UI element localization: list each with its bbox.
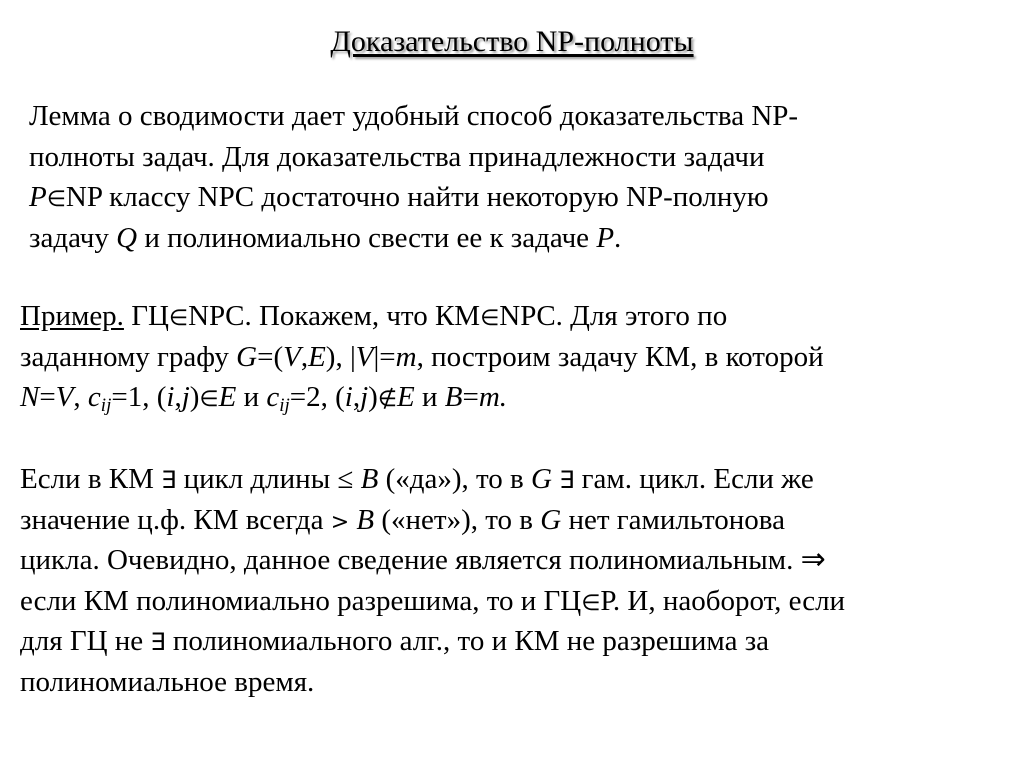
- slide-title: Доказательство NP-полноты: [330, 25, 694, 58]
- lemma-paragraph: [29, 96, 798, 258]
- conclusion-paragraph: [20, 459, 845, 702]
- var-m: m: [478, 381, 500, 413]
- element-of-symbol: ∈: [581, 590, 601, 616]
- text: и: [414, 381, 445, 413]
- text: цикл длины: [176, 463, 338, 495]
- var-c: c: [266, 381, 280, 413]
- not-element-of-symbol: ∉: [377, 387, 398, 412]
- text: .: [499, 381, 508, 413]
- element-of-symbol: ∈: [480, 306, 500, 331]
- text: |=: [373, 340, 396, 373]
- text: NPC. Для этого по: [499, 300, 728, 332]
- text: полноты задач. Для доказательства принадлежности задачи: [29, 140, 765, 173]
- var-j: j: [360, 381, 369, 413]
- conclusion-line-2: [20, 500, 845, 541]
- text: для ГЦ не: [20, 625, 151, 657]
- var-p: P: [29, 181, 47, 213]
- text: нет гамильтонова: [561, 503, 785, 536]
- text: .: [614, 221, 622, 254]
- text: ,: [300, 340, 309, 373]
- text: заданному графу: [20, 340, 237, 373]
- var-n: N: [20, 381, 40, 413]
- text: задачу: [29, 221, 117, 254]
- text: («да»), то в: [378, 463, 532, 495]
- var-i: i: [166, 381, 175, 413]
- var-b: B: [356, 503, 375, 536]
- element-of-symbol: ∈: [46, 187, 66, 212]
- text: NPC. Покажем, что КМ: [188, 300, 481, 332]
- text: , построим задачу КМ, в которой: [416, 340, 824, 373]
- text: ): [189, 381, 200, 413]
- text: =: [39, 381, 56, 413]
- var-c: c: [87, 381, 101, 413]
- var-g: G: [236, 340, 258, 373]
- var-i: i: [344, 381, 353, 413]
- text: Лемма о сводимости дает удобный способ доказательства NP-: [29, 100, 799, 132]
- text: ), |: [325, 340, 356, 373]
- var-m: m: [395, 340, 417, 373]
- lemma-line-3: [29, 177, 798, 218]
- exists-symbol: ∃: [161, 466, 177, 494]
- subscript-ij: ij: [279, 395, 290, 416]
- var-j: j: [181, 381, 190, 413]
- text: ,: [174, 381, 182, 413]
- var-q: Q: [116, 221, 138, 254]
- conclusion-line-3: [20, 540, 845, 581]
- conclusion-line-5: [20, 621, 845, 662]
- text: Если в КМ: [20, 463, 162, 495]
- text: ): [368, 381, 378, 413]
- text: полиномиального алг., то и КМ не разрешима за: [165, 625, 770, 657]
- var-e: E: [397, 381, 415, 413]
- var-g: G: [531, 463, 552, 495]
- text: =(: [257, 340, 284, 373]
- example-label: Пример.: [20, 300, 124, 332]
- text: Р. И, наоборот, если: [600, 584, 846, 617]
- conclusion-line-1: [20, 459, 845, 500]
- var-e: E: [308, 340, 326, 373]
- text: полиномиальное время.: [20, 665, 315, 698]
- exists-symbol: ∃: [559, 466, 575, 494]
- text: =: [462, 381, 479, 413]
- lemma-line-2: [29, 137, 798, 178]
- var-g: G: [540, 503, 562, 536]
- var-b: B: [444, 381, 463, 413]
- exists-symbol: ∃: [150, 628, 166, 656]
- var-v: V: [283, 340, 301, 373]
- var-b: B: [360, 463, 379, 495]
- text: и: [236, 381, 267, 413]
- subscript-ij: ij: [100, 395, 112, 416]
- text: цикла. Очевидно, данное сведение является полиномиальным.: [20, 544, 801, 576]
- lemma-line-4: [29, 218, 798, 259]
- text: ,: [352, 381, 361, 413]
- text: =2, (: [289, 381, 345, 413]
- example-line-2: [20, 337, 824, 378]
- element-of-symbol: ∈: [199, 387, 219, 412]
- example-line-1: [20, 296, 824, 337]
- text: и полиномиально свести ее к задаче: [137, 221, 597, 254]
- text: NP классу NPC достаточно найти некоторую NP-полную: [65, 181, 769, 213]
- var-v: V: [55, 381, 74, 413]
- text: ,: [73, 381, 88, 413]
- less-or-equal-symbol: ≤: [337, 463, 354, 495]
- element-of-symbol: ∈: [168, 306, 189, 331]
- example-paragraph: [20, 296, 824, 418]
- text: [353, 463, 360, 495]
- example-line-3: [20, 377, 824, 418]
- text: гам. цикл. Если же: [574, 463, 814, 495]
- text: («нет»), то в: [374, 503, 541, 536]
- text: ГЦ: [123, 300, 169, 332]
- text: значение ц.ф. КМ всегда: [20, 503, 331, 536]
- implies-arrow-icon: ⇒: [800, 542, 826, 577]
- greater-than-symbol: >: [330, 509, 350, 535]
- text: =1, (: [111, 381, 167, 413]
- var-p: P: [596, 221, 615, 254]
- var-v: V: [355, 340, 374, 373]
- lemma-line-1: [29, 96, 798, 137]
- conclusion-line-6: [20, 662, 845, 703]
- text: если КМ полиномиально разрешима, то и ГЦ: [20, 584, 582, 617]
- conclusion-line-4: [20, 581, 845, 622]
- var-e: E: [218, 381, 237, 413]
